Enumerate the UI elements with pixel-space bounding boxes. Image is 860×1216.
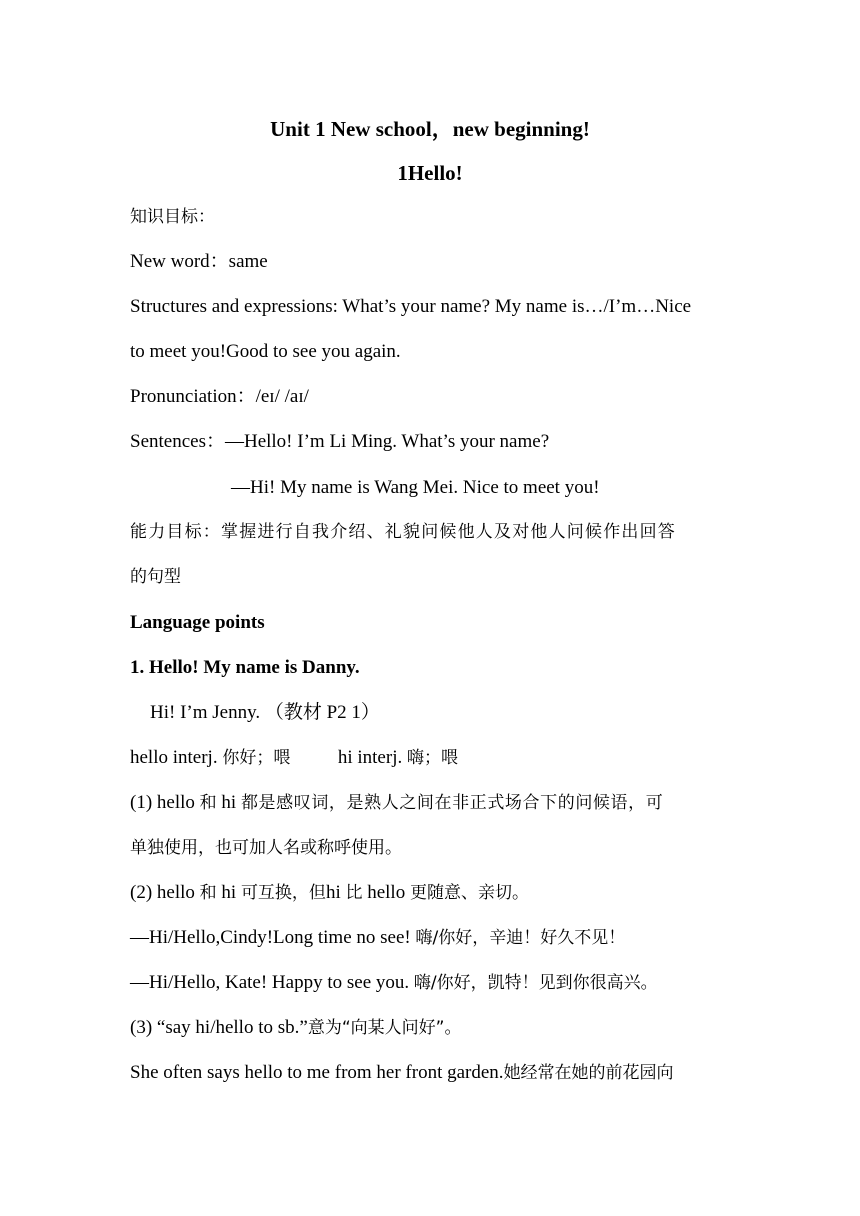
note-3-en: (3) “say hi/hello to sb.” — [130, 1017, 308, 1038]
note-2-b: 和 — [199, 883, 217, 903]
example-1-en: —Hi/Hello,Cindy!Long time no see! — [130, 927, 411, 948]
example-1-line — [130, 926, 625, 950]
sentences-line-1: Sentences：—Hello! I’m Li Ming. What’s your name? — [130, 431, 550, 452]
note-1-line-2: 单独使用，也可加人名或称呼使用。 — [130, 838, 402, 858]
note-3-cn: 意为“向某人问好”。 — [307, 1018, 462, 1038]
note-2-a: (2) hello — [130, 882, 195, 903]
example-2-en: —Hi/Hello, Kate! Happy to see you. — [130, 972, 410, 993]
note-2-e: hi — [325, 882, 341, 903]
def-hi-en: hi interj. — [337, 747, 403, 768]
structures-line-2: to meet you!Good to see you again. — [130, 341, 401, 362]
note-1-rest: 都是感叹词，是熟人之间在非正式场合下的问候语，可 — [240, 793, 664, 813]
def-hello-cn: 你好；喂 — [222, 748, 291, 768]
note-2-g: hello — [367, 882, 406, 903]
point-1-heading: 1. Hello! My name is Danny. — [130, 657, 360, 678]
example-2-line — [130, 971, 658, 995]
note-3-line — [130, 1016, 461, 1040]
new-word-line: New word：same — [130, 251, 268, 272]
ability-line-2: 的句型 — [130, 567, 181, 587]
ability-line-1: 能力目标：掌握进行自我介绍、礼貌问候他人及对他人问候作出回答 — [130, 522, 676, 542]
def-hi-cn: 嗨；喂 — [406, 748, 458, 768]
note-1-hi: hi — [221, 792, 237, 813]
unit-title: Unit 1 New school，new beginning! — [270, 117, 590, 141]
knowledge-heading: 知识目标： — [130, 207, 215, 227]
note-2-d: 可互换，但 — [240, 883, 326, 903]
definition-line — [130, 746, 458, 770]
lesson-title: 1Hello! — [397, 161, 463, 185]
note-1-he: 和 — [199, 793, 217, 813]
sentences-line-2: —Hi! My name is Wang Mei. Nice to meet you! — [231, 477, 600, 498]
note-2-h: 更随意、亲切。 — [409, 883, 529, 903]
language-points-heading: Language points — [130, 612, 265, 633]
note-2-c: hi — [221, 882, 237, 903]
def-hello-en: hello interj. — [130, 747, 218, 768]
note-2-f: 比 — [345, 883, 363, 903]
example-3-en: She often says hello to me from her front garden. — [130, 1062, 504, 1083]
example-2-cn: 嗨/你好，凯特！见到你很高兴。 — [413, 973, 658, 993]
note-1-line-1 — [130, 791, 663, 815]
example-3-line — [130, 1061, 674, 1085]
example-3-cn: 她经常在她的前花园向 — [503, 1063, 674, 1083]
example-1-cn: 嗨/你好，辛迪！好久不见！ — [415, 928, 626, 948]
pronunciation-line: Pronunciation：/eɪ/ /aɪ/ — [130, 386, 309, 407]
note-2-line — [130, 881, 529, 905]
note-1-en: (1) hello — [130, 792, 195, 813]
point-1-subline: Hi! I’m Jenny. （教材 P2 1） — [150, 702, 380, 723]
structures-line-1: Structures and expressions: What’s your name? My name is…/I’m…Nice — [130, 296, 692, 317]
